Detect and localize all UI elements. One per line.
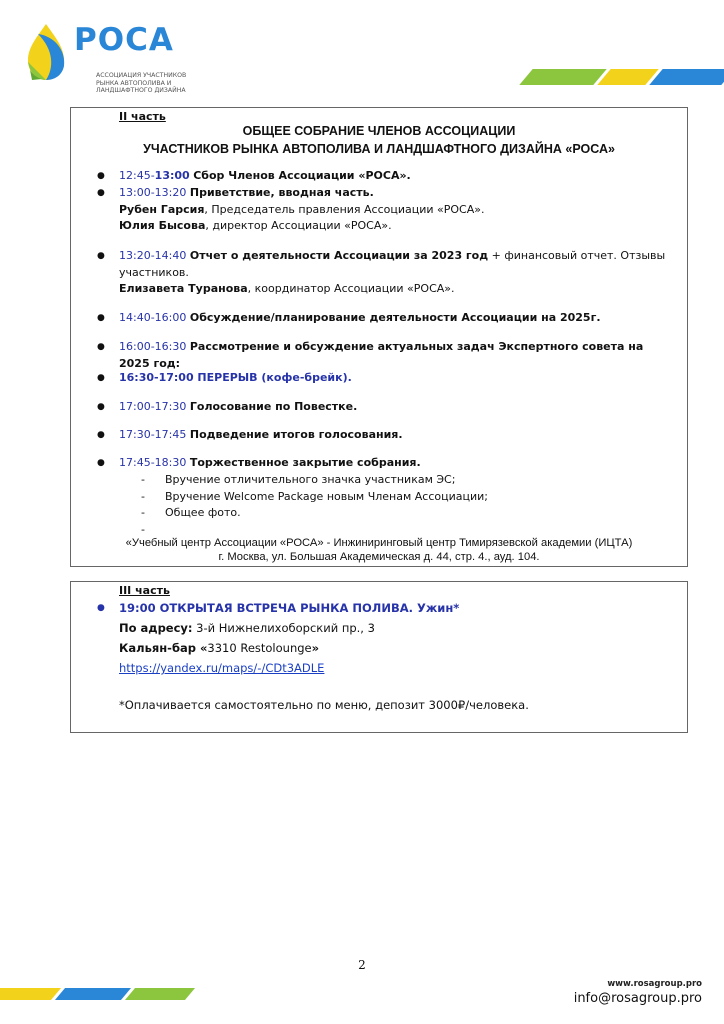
agenda-title: Подведение итогов голосования. — [189, 428, 403, 441]
agenda-time: 13:00-13:20 — [119, 186, 187, 199]
agenda-time-bold: 13:00 — [154, 169, 190, 182]
speaker-name: Рубен Гарсия — [119, 202, 205, 216]
agenda-title: Отчет о деятельности Ассоциации за 2023 год — [189, 249, 489, 262]
part-three-label: III часть — [119, 584, 170, 597]
agenda-time: 17:45-18:30 — [119, 456, 187, 469]
sublist-item: - Общее фото. — [141, 505, 488, 522]
logo-subtitle: АССОЦИАЦИЯ УЧАСТНИКОВ РЫНКА АВТОПОЛИВА И ЛАНДШАФТНОГО ДИЗАЙНА — [96, 72, 187, 95]
speaker-role: , Председатель правления Ассоциации «РОСА». — [204, 202, 485, 216]
part-two-label: II часть — [119, 110, 166, 123]
agenda-title: Сбор Членов Ассоциации «РОСА». — [193, 169, 411, 182]
speaker-name: Юлия Бысова — [119, 219, 206, 232]
closing-sublist — [141, 472, 488, 522]
speaker-role: , координатор Ассоциации «РОСА». — [247, 282, 455, 295]
header-stripes — [520, 69, 720, 85]
payment-note: *Оплачивается самостоятельно по меню, депозит 3000₽/человека. — [119, 698, 529, 712]
logo-wordmark: РОСА — [74, 22, 174, 58]
speaker-role: , директор Ассоциации «РОСА». — [205, 219, 392, 232]
sublist-item: - Вручение отличительного значка участникам ЭС; — [141, 472, 488, 489]
agenda-time: 17:00-17:30 — [119, 400, 187, 413]
part-two-title-line1: ОБЩЕЕ СОБРАНИЕ ЧЛЕНОВ АССОЦИАЦИИ — [242, 124, 516, 138]
address-value: 3-й Нижнелихоборский пр., 3 — [192, 621, 375, 635]
agenda-time: 12:45- — [119, 169, 155, 182]
sublist-item: - Вручение Welcome Package новым Членам Ассоциации; — [141, 489, 488, 506]
footer-website: www.rosagroup.pro — [607, 979, 702, 989]
agenda-time: 13:20-14:40 — [119, 249, 187, 262]
yandex-map-link[interactable]: https://yandex.ru/maps/-/CDt3ADLE — [119, 661, 325, 675]
address-label: По адресу: — [119, 621, 193, 635]
agenda-title: Торжественное закрытие собрания. — [189, 456, 421, 469]
footer-email: info@rosagroup.pro — [573, 991, 702, 1006]
venue-line2: г. Москва, ул. Большая Академическая д. 44, стр. 4., ауд. 104. — [218, 551, 540, 563]
part-two-title-line2: УЧАСТНИКОВ РЫНКА АВТОПОЛИВА И ЛАНДШАФТНОГО ДИЗАЙНА «РОСА» — [143, 142, 615, 156]
page-number: 2 — [358, 958, 366, 972]
part-three-box: III часть ● 19:00 ОТКРЫТАЯ ВСТРЕЧА РЫНКА ПОЛИВА. Ужин* По адресу: 3-й Нижнелихоборский пр., 3 Кальян-бар «3310 Restolounge» https://yandex.ru/maps/-/CDt3ADLE *Оплачивается самостоятельно по меню, депозит 3000₽/человека. — [70, 581, 688, 733]
part-two-box: II часть ОБЩЕЕ СОБРАНИЕ ЧЛЕНОВ АССОЦИАЦИИ УЧАСТНИКОВ РЫНКА АВТОПОЛИВА И ЛАНДШАФТНОГО ДИЗАЙНА «РОСА» ● 12:45-13:00 Сбор Членов Ассоциации «РОСА». ● 13:00-13:20 Приветствие, вводная часть. Рубен Гарсия, Председатель правления Ассоциации «РОСА». Юлия Бысова, директор Ассоциации «РОСА». ● 13:20-14:40 Отчет о деятельности Ассоциации за 2023 год + финансовый отчет. Отзывы участников. Елизавета Туранова, координатор Ассоциации «РОСА». ● 14:40-16:00 Обсуждение/планирование деятельности Ассоциации на 2025г. ● 16:00-16:30 Рассмотрение и обсуждение актуальных задач Экспертного совета на 2025 год: ● 16:30-17:00 ПЕРЕРЫВ (кофе-брейк). ● 17:00-17:30 Голосование по Повестке. ● 17:30-17:45 Подведение итогов голосования. ● 17:45-18:30 Торжественное закрытие собрания. - Вручение отличительного значка участникам ЭС; - Вручение Welcome Package новым Членам Ассоциации; - Общее фото. «Учебный центр Ассоциации «РОСА» - Инжиниринговый центр Тимирязевской академии (ИЦТА) г. Москва, ул. Большая Академическая д. 44, стр. 4., ауд. 104. — [70, 107, 688, 567]
speaker-name: Елизавета Туранова — [119, 282, 248, 295]
bar-name: 3310 Restolounge — [207, 641, 312, 655]
agenda-time: 17:30-17:45 — [119, 428, 187, 441]
agenda-title: Голосование по Повестке. — [189, 400, 358, 413]
agenda-title: Обсуждение/планирование деятельности Ассоциации на 2025г. — [189, 311, 601, 324]
agenda-extra: + финансовый отчет. Отзывы участников. — [119, 249, 666, 279]
agenda-title: 16:30-17:00 ПЕРЕРЫВ (кофе-брейк). — [119, 371, 352, 384]
venue-line1: «Учебный центр Ассоциации «РОСА» - Инжиниринговый центр Тимирязевской академии (ИЦТА) — [125, 537, 633, 549]
leaf-drop-logo-icon — [24, 22, 68, 84]
footer-stripes-left — [0, 988, 200, 1000]
agenda-title: Приветствие, вводная часть. — [189, 186, 374, 199]
rosa-logo — [24, 18, 204, 95]
agenda-time: 14:40-16:00 — [119, 311, 187, 324]
agenda-time: 16:00-16:30 — [119, 340, 187, 353]
agenda-title: Рассмотрение и обсуждение актуальных задач Экспертного совета на 2025 год: — [119, 340, 644, 370]
dinner-headline: 19:00 ОТКРЫТАЯ ВСТРЕЧА РЫНКА ПОЛИВА. Ужин* — [119, 601, 460, 615]
